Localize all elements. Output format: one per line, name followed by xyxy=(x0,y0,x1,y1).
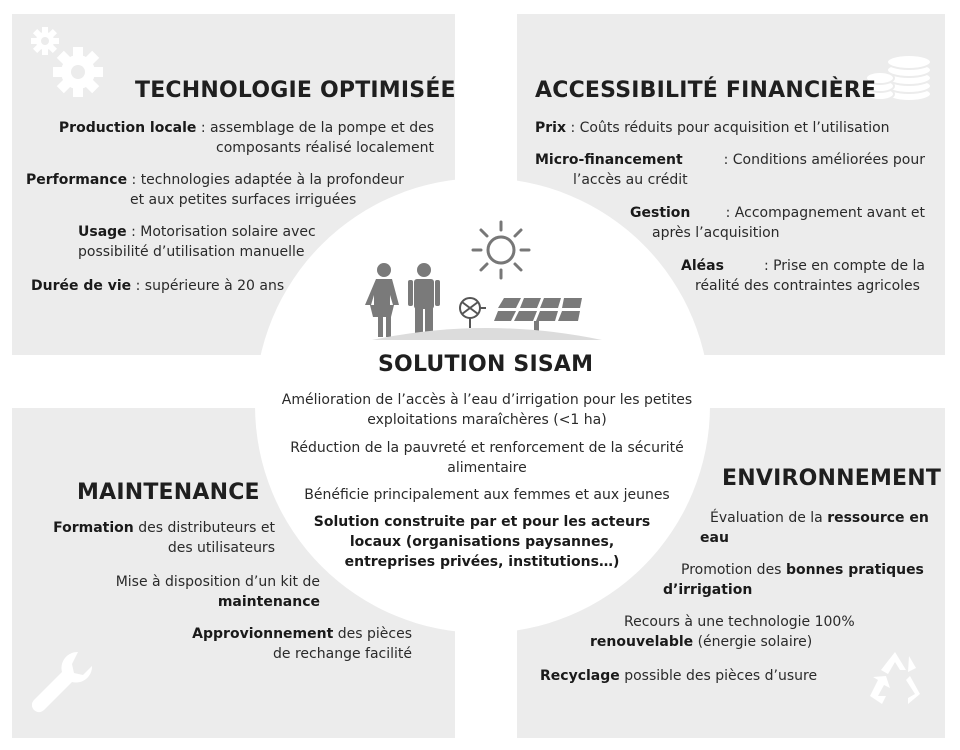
center-title: SOLUTION SISAM xyxy=(378,352,594,377)
accessibilite-item-micro: Micro-financement : Conditions améliorées pour l’accès au crédit xyxy=(535,152,925,188)
technologie-item-production: Production locale : assemblage de la pompe et des composants réalisé localement xyxy=(58,120,434,156)
gears-icon xyxy=(28,24,108,104)
center-item-pauvrete: Réduction de la pauvreté et renforcement de la sécurité alimentaire xyxy=(290,440,684,476)
accessibilite-item-aleas: Aléas : Prise en compte de la réalité des contraintes agricoles xyxy=(681,258,925,294)
sun-icon xyxy=(466,218,536,286)
center-item-acces: Amélioration de l’accès à l’eau d’irrigation pour les petites exploitations maraîchères (<1 ha) xyxy=(281,392,693,428)
technologie-item-duree: Durée de vie : supérieure à 20 ans xyxy=(31,278,285,294)
environnement-item-renouvelable: Recours à une technologie 100% renouvelable (énergie solaire) xyxy=(590,614,855,650)
center-item-solution: Solution construite par et pour les acteurs locaux (organisations paysannes, entreprises privées, institutions…) xyxy=(313,514,651,570)
recycle-icon xyxy=(862,646,928,716)
technologie-item-usage: Usage : Motorisation solaire avec possibilité d’utilisation manuelle xyxy=(78,224,316,260)
accessibilite-item-prix: Prix : Coûts réduits pour acquisition et l’utilisation xyxy=(535,120,890,136)
environnement-title: ENVIRONNEMENT xyxy=(722,466,942,491)
environnement-item-ressource: Évaluation de la ressource en eau xyxy=(700,510,929,546)
environnement-item-pratiques: Promotion des bonnes pratiques d’irrigation xyxy=(663,562,924,598)
maintenance-item-approvisionnement: Approvionnement des pièces de rechange facilité xyxy=(192,626,412,662)
accessibilite-item-gestion: Gestion : Accompagnement avant et après l’acquisition xyxy=(630,205,925,241)
maintenance-item-formation: Formation des distributeurs et des utilisateurs xyxy=(53,520,275,556)
technologie-item-performance: Performance : technologies adaptée à la profondeur et aux petites surfaces irriguées xyxy=(26,172,404,208)
ground-hill xyxy=(372,322,602,344)
maintenance-title: MAINTENANCE xyxy=(77,480,260,505)
center-item-femmes: Bénéficie principalement aux femmes et aux jeunes xyxy=(304,487,670,503)
maintenance-item-kit: Mise à disposition d’un kit de maintenance xyxy=(115,574,320,610)
accessibilite-title: ACCESSIBILITÉ FINANCIÈRE xyxy=(535,78,877,103)
environnement-item-recyclage: Recyclage possible des pièces d’usure xyxy=(540,668,818,684)
technologie-title: TECHNOLOGIE OPTIMISÉE xyxy=(135,78,456,103)
